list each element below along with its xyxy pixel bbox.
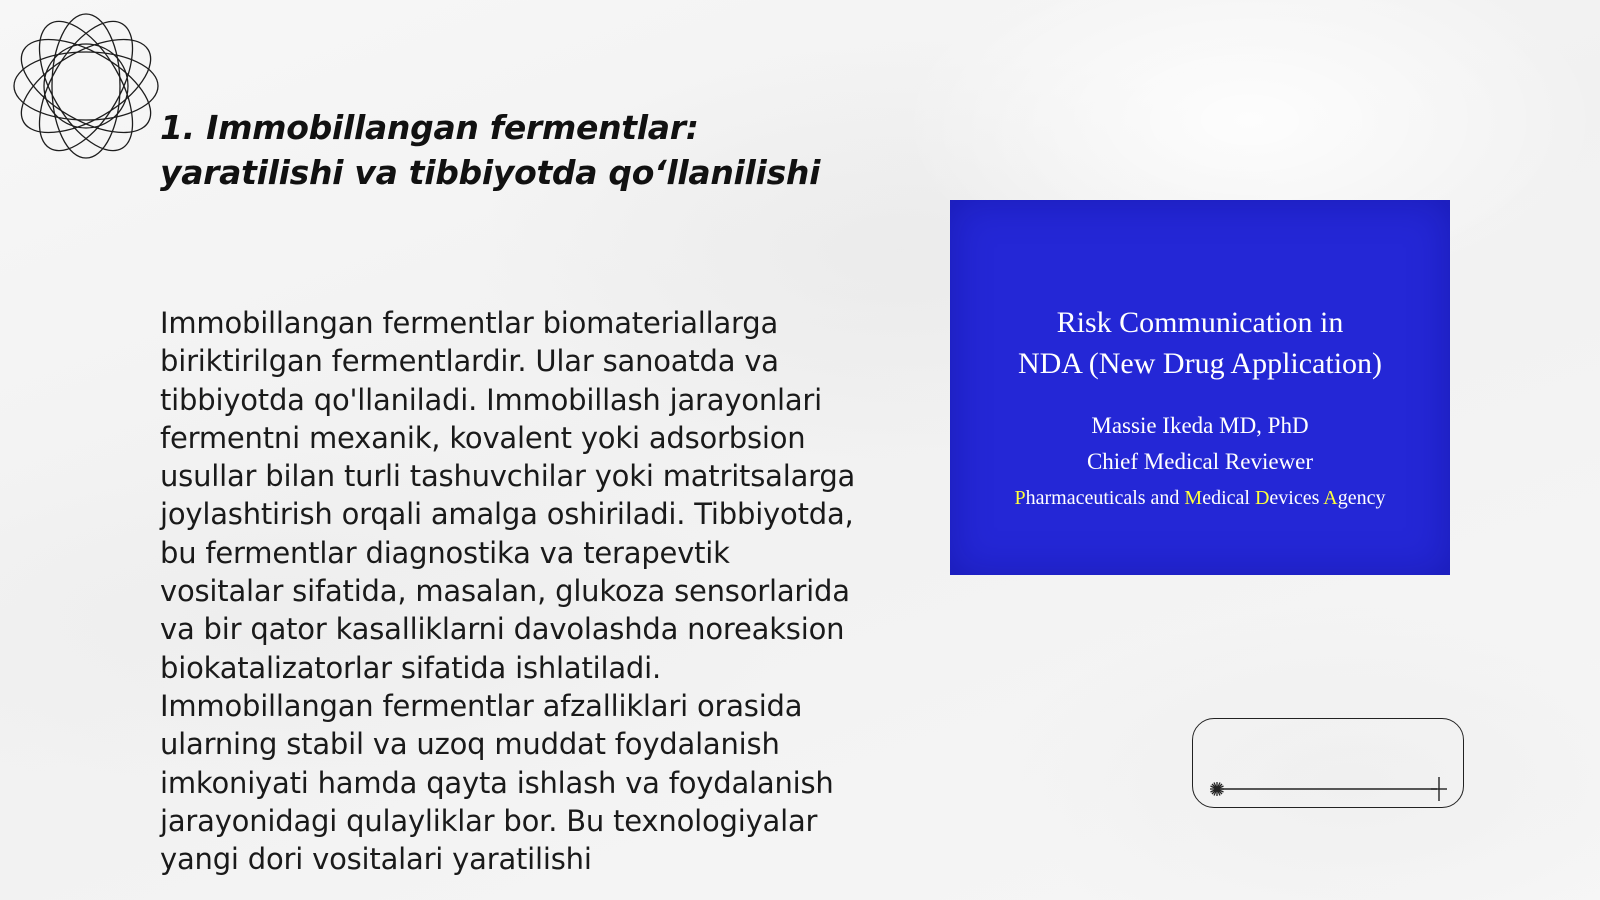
presentation-image — [950, 200, 1450, 575]
slide-title-line-1: 1. Immobillangan fermentlar: — [160, 108, 699, 147]
rounded-frame-decoration — [1192, 718, 1464, 808]
image-title-line-2: NDA (New Drug Application) — [1017, 347, 1383, 380]
agency-initial-m: M — [1184, 487, 1203, 509]
agency-word-2: edical — [1202, 487, 1255, 509]
slide-body-text: Immobillangan fermentlar biomateriallarga biriktirilgan fermentlardir. Ular sanoatda va tibbiyotda qo'llaniladi. Immobillash jarayonlari fermentni mexanik, kovalent yoki adsorbsion usullar bilan turli tashuvchilar yoki matritsalarga joylashtirish orqali amalga oshiriladi. Tibbiyotda, bu fermentlar diagnostika va terapevtik vositalar sifatida, masalan, glukoza sensorlarida va bir qator kasalliklarni davolashda noreaksion biokatalizatorlar sifatida ishlatiladi. Immobillangan fermentlar afzalliklari orasida ularning stabil va uzoq muddat foydalanish imkoniyati hamda qayta ishlash va foydalanish jarayonidagi qulayliklar bor. Bu texnologiyalar yangi dori vositalari yaratilishi — [160, 306, 856, 877]
agency-initial-d: D — [1254, 487, 1270, 509]
agency-word-4: gency — [1337, 487, 1386, 509]
image-title — [950, 302, 1450, 384]
line-with-stars-icon — [1193, 719, 1465, 809]
agency-word-3: evices — [1269, 487, 1324, 509]
image-title-line-1: Risk Communication in — [1056, 306, 1344, 339]
image-author: Massie Ikeda MD, PhD — [1091, 413, 1309, 438]
orbital-rings-icon — [8, 8, 164, 164]
agency-initial-a: A — [1323, 487, 1338, 509]
agency-word-1: harmaceuticals and — [1025, 487, 1185, 509]
image-agency — [950, 487, 1450, 510]
slide-title-line-2: yaratilishi va tibbiyotda qo‘llanilishi — [160, 153, 821, 192]
agency-initial-p: P — [1014, 487, 1026, 509]
slide-title — [160, 105, 880, 195]
image-role: Chief Medical Reviewer — [1086, 449, 1314, 474]
